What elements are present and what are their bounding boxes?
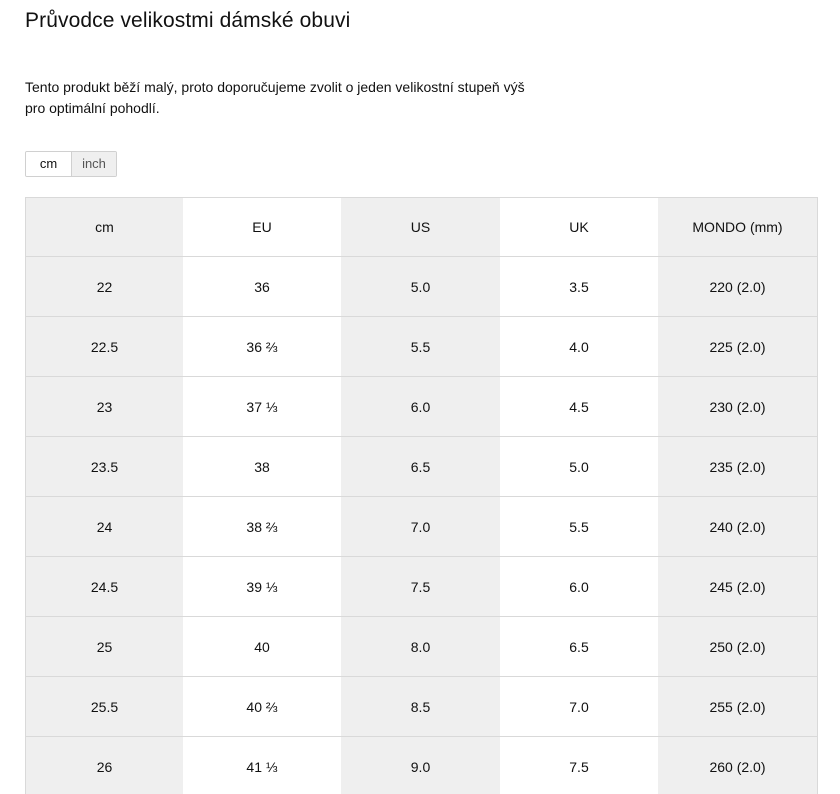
cell-mondo: 225 (2.0) (658, 317, 817, 377)
cell-us: 5.5 (341, 317, 500, 377)
cell-eu: 36 (183, 257, 341, 317)
table-row (26, 437, 817, 497)
cell-cm: 23.5 (26, 437, 183, 497)
cell-uk: 5.5 (500, 497, 658, 557)
cell-cm: 25 (26, 617, 183, 677)
cell-uk: 4.5 (500, 377, 658, 437)
table-row (26, 317, 817, 377)
column-header-us: US (341, 198, 500, 257)
cell-cm: 22.5 (26, 317, 183, 377)
cell-us: 6.0 (341, 377, 500, 437)
cell-uk: 7.5 (500, 737, 658, 794)
cell-mondo: 240 (2.0) (658, 497, 817, 557)
cell-cm: 24 (26, 497, 183, 557)
column-header-mondo: MONDO (mm) (658, 198, 817, 257)
unit-option-cm[interactable]: cm (26, 152, 71, 176)
table-body (26, 257, 817, 794)
table-row (26, 677, 817, 737)
cell-mondo: 260 (2.0) (658, 737, 817, 794)
size-table-container (25, 197, 818, 794)
cell-cm: 24.5 (26, 557, 183, 617)
size-table (26, 198, 817, 794)
cell-us: 8.5 (341, 677, 500, 737)
column-header-eu: EU (183, 198, 341, 257)
table-row (26, 377, 817, 437)
table-row (26, 557, 817, 617)
cell-uk: 6.0 (500, 557, 658, 617)
cell-us: 9.0 (341, 737, 500, 794)
cell-us: 6.5 (341, 437, 500, 497)
unit-option-inch[interactable]: inch (71, 152, 116, 176)
cell-uk: 7.0 (500, 677, 658, 737)
table-header-row (26, 198, 817, 257)
unit-toggle (25, 151, 117, 177)
table-row (26, 617, 817, 677)
cell-us: 5.0 (341, 257, 500, 317)
cell-us: 7.5 (341, 557, 500, 617)
column-header-cm: cm (26, 198, 183, 257)
cell-cm: 25.5 (26, 677, 183, 737)
cell-cm: 22 (26, 257, 183, 317)
cell-eu: 38 (183, 437, 341, 497)
cell-eu: 41 ⅓ (183, 737, 341, 794)
cell-us: 8.0 (341, 617, 500, 677)
cell-mondo: 255 (2.0) (658, 677, 817, 737)
cell-us: 7.0 (341, 497, 500, 557)
cell-eu: 40 (183, 617, 341, 677)
cell-cm: 26 (26, 737, 183, 794)
cell-mondo: 245 (2.0) (658, 557, 817, 617)
cell-uk: 6.5 (500, 617, 658, 677)
cell-eu: 36 ⅔ (183, 317, 341, 377)
cell-uk: 3.5 (500, 257, 658, 317)
table-row (26, 257, 817, 317)
cell-mondo: 250 (2.0) (658, 617, 817, 677)
cell-eu: 38 ⅔ (183, 497, 341, 557)
cell-mondo: 230 (2.0) (658, 377, 817, 437)
cell-eu: 39 ⅓ (183, 557, 341, 617)
cell-uk: 5.0 (500, 437, 658, 497)
cell-eu: 40 ⅔ (183, 677, 341, 737)
cell-uk: 4.0 (500, 317, 658, 377)
table-row (26, 737, 817, 794)
column-header-uk: UK (500, 198, 658, 257)
cell-cm: 23 (26, 377, 183, 437)
fit-note: Tento produkt běží malý, proto doporučujeme zvolit o jeden velikostní stupeň výš pro optimální pohodlí. (25, 79, 525, 116)
table-row (26, 497, 817, 557)
cell-mondo: 235 (2.0) (658, 437, 817, 497)
cell-eu: 37 ⅓ (183, 377, 341, 437)
cell-mondo: 220 (2.0) (658, 257, 817, 317)
page-title: Průvodce velikostmi dámské obuvi (25, 9, 351, 32)
